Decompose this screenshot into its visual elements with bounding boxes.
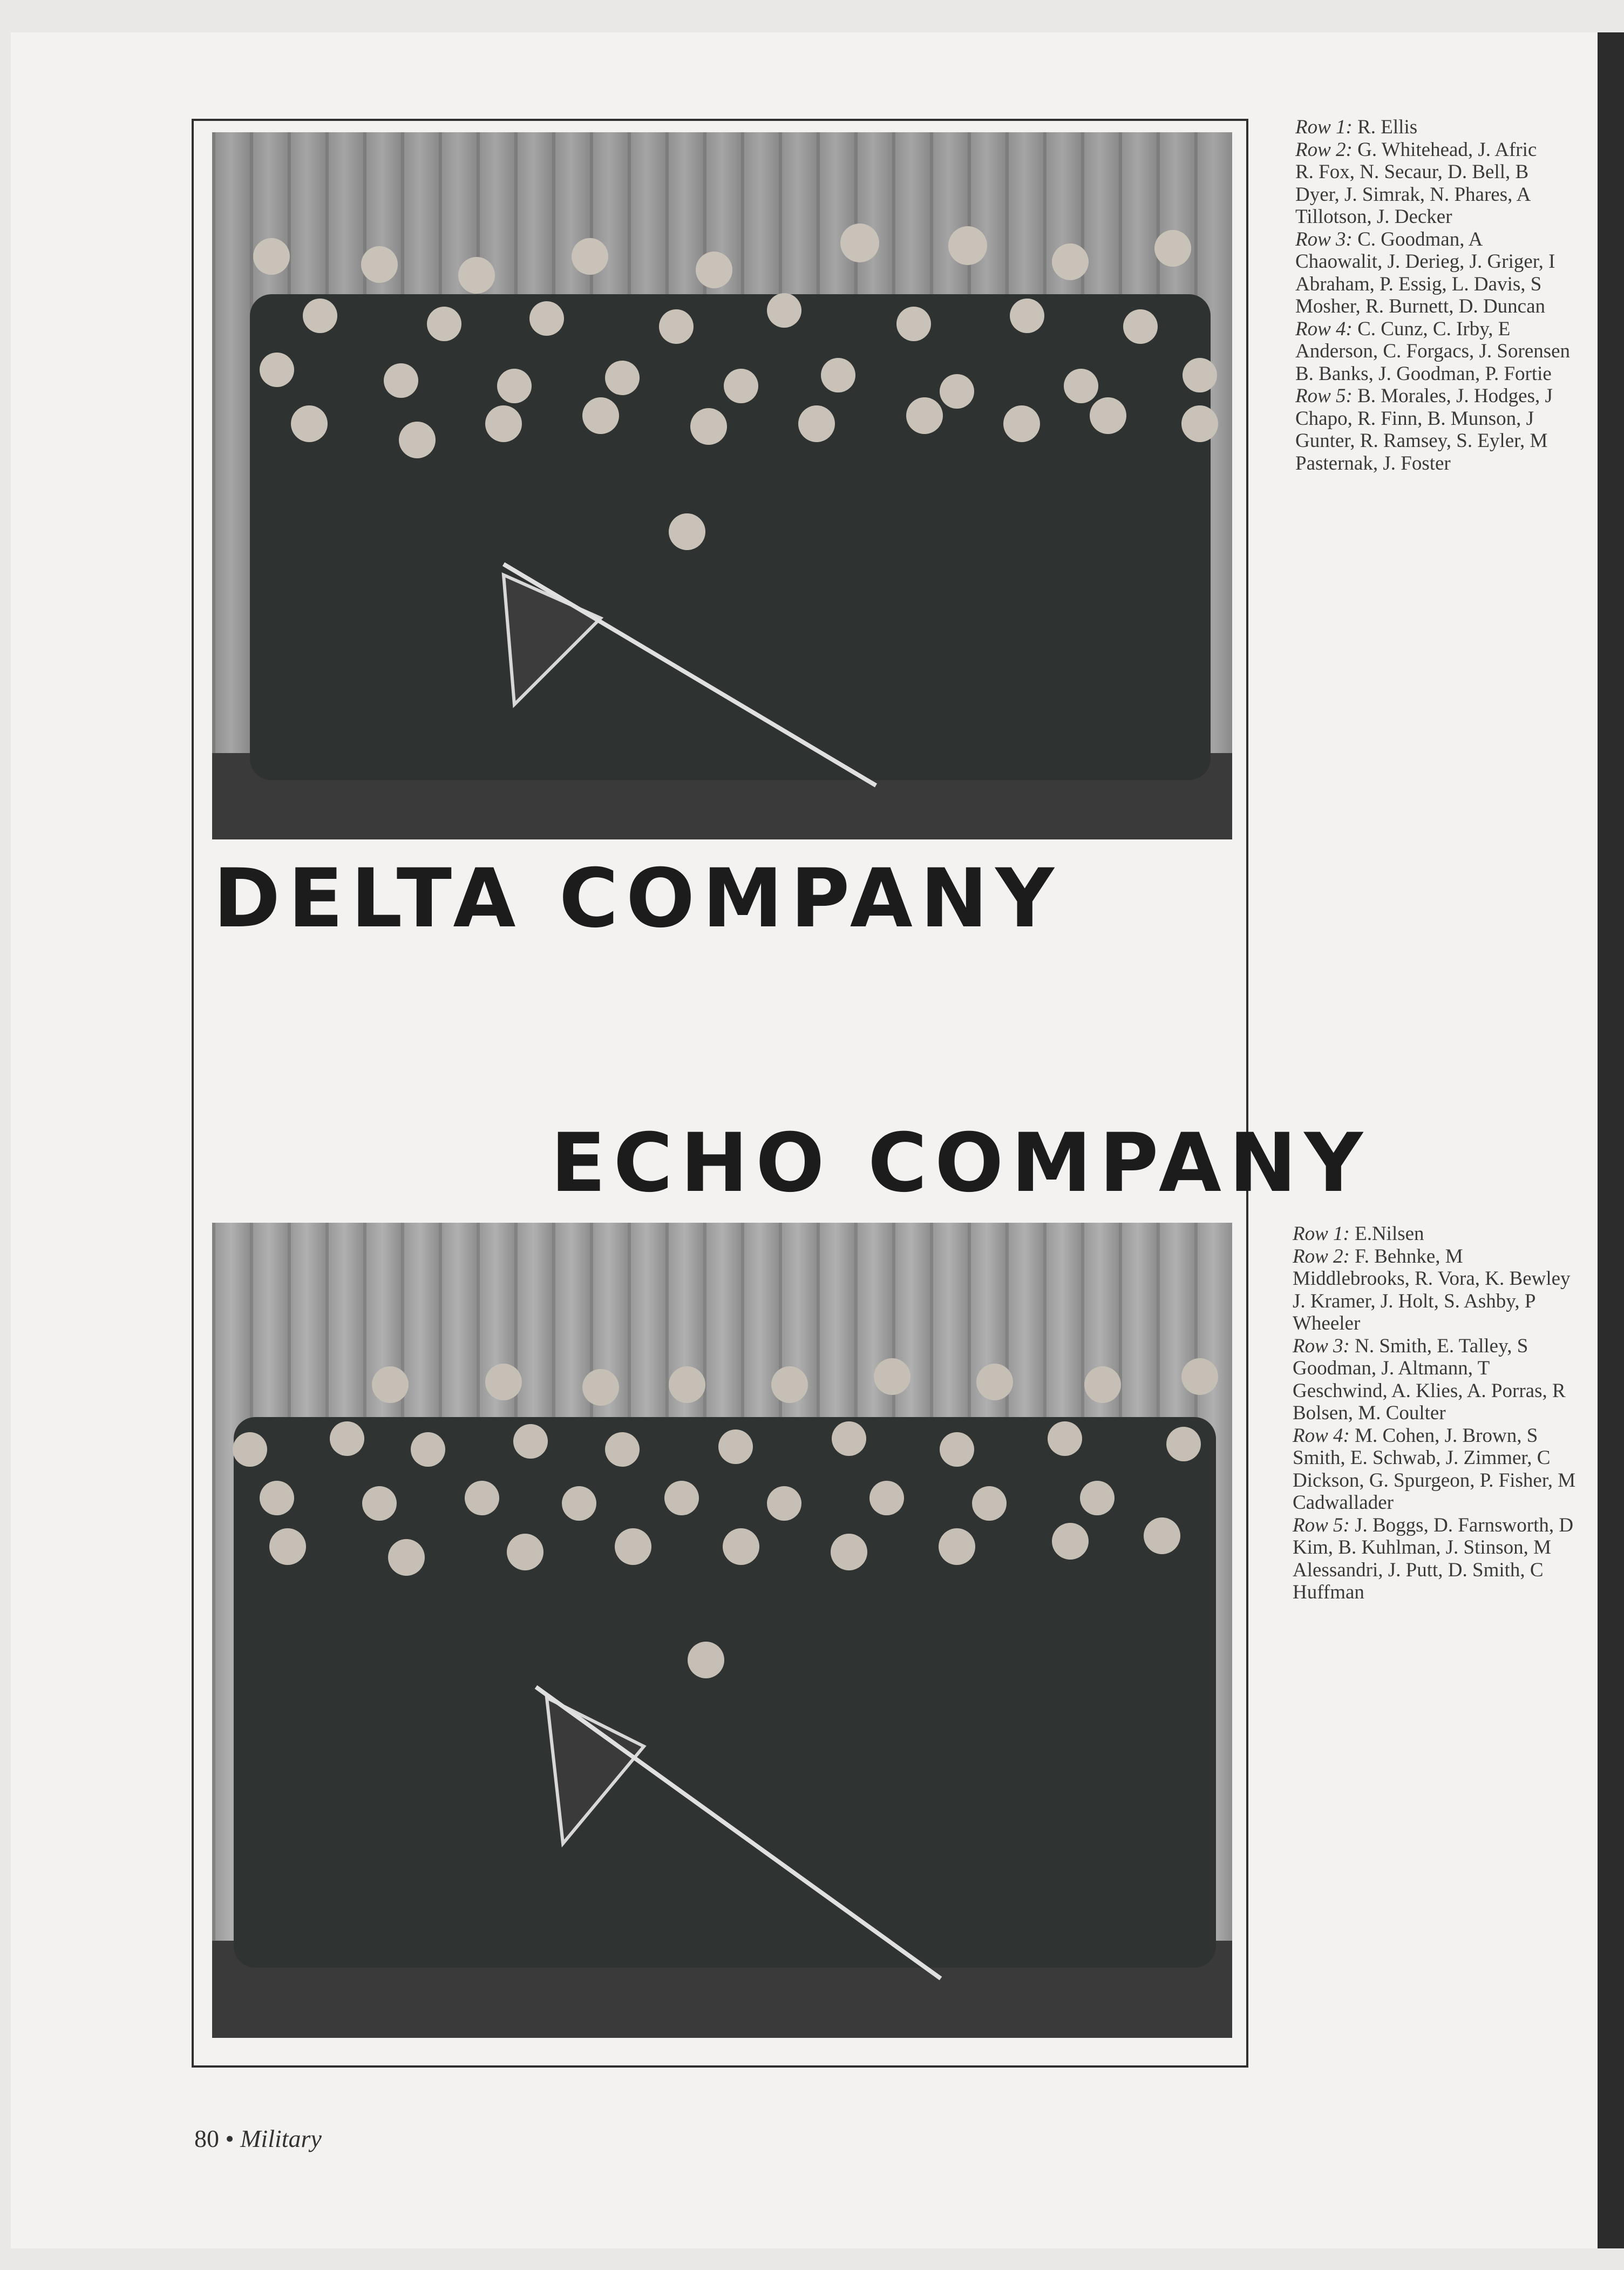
row-names: Mosher, R. Burnett, D. Duncan (1295, 295, 1546, 317)
caption-line (1293, 1312, 1624, 1335)
row-names: R. Ellis (1352, 116, 1418, 138)
caption-line (1293, 1245, 1624, 1268)
caption-line (1293, 1469, 1624, 1492)
row-names: Kim, B. Kuhlman, J. Stinson, M (1293, 1536, 1551, 1558)
caption-line (1295, 250, 1624, 273)
caption-line (1295, 385, 1624, 408)
caption-line (1293, 1357, 1624, 1380)
row-names: Cadwallader (1293, 1492, 1394, 1514)
section-name: Military (240, 2125, 322, 2152)
caption-line (1293, 1581, 1624, 1604)
caption-line (1295, 139, 1624, 161)
row-names: Dyer, J. Simrak, N. Phares, A (1295, 183, 1531, 206)
caption-line (1295, 184, 1624, 206)
delta-company-photo (212, 132, 1232, 839)
row-names: F. Behnke, M (1349, 1245, 1463, 1268)
caption-line (1293, 1514, 1624, 1537)
row-names: J. Boggs, D. Farnsworth, D (1349, 1514, 1574, 1536)
delta-roster-caption (1295, 116, 1624, 475)
delta-company-title: DELTA COMPANY (213, 852, 1062, 946)
row-names: M. Cohen, J. Brown, S (1349, 1424, 1538, 1447)
row-names: Tillotson, J. Decker (1295, 206, 1452, 228)
row-label: Row 5: (1293, 1514, 1350, 1536)
row-label: Row 3: (1295, 228, 1353, 250)
row-names: C. Goodman, A (1352, 228, 1483, 250)
row-names: C. Cunz, C. Irby, E (1352, 317, 1511, 340)
row-names: Anderson, C. Forgacs, J. Sorensen (1295, 340, 1571, 362)
caption-line (1293, 1447, 1624, 1469)
caption-line (1295, 318, 1624, 341)
row-names: Dickson, G. Spurgeon, P. Fisher, M (1293, 1469, 1576, 1492)
footer-separator: • (225, 2125, 234, 2152)
caption-line (1293, 1536, 1624, 1559)
row-names: N. Smith, E. Talley, S (1349, 1334, 1528, 1357)
caption-line (1295, 430, 1624, 452)
row-label: Row 3: (1293, 1334, 1350, 1357)
echo-company-photo (212, 1223, 1232, 2038)
row-names: Smith, E. Schwab, J. Zimmer, C (1293, 1447, 1551, 1469)
caption-line (1293, 1402, 1624, 1425)
caption-line (1293, 1335, 1624, 1358)
row-label: Row 2: (1293, 1245, 1350, 1268)
caption-line (1295, 408, 1624, 430)
row-label: Row 2: (1295, 138, 1353, 161)
row-names: Wheeler (1293, 1312, 1361, 1334)
caption-line (1295, 116, 1624, 139)
caption-line (1295, 340, 1624, 363)
page-footer (194, 2124, 322, 2153)
row-label: Row 1: (1295, 116, 1353, 138)
row-label: Row 4: (1293, 1424, 1350, 1447)
row-label: Row 1: (1293, 1223, 1350, 1245)
row-names: Chapo, R. Finn, B. Munson, J (1295, 407, 1534, 430)
row-names: Chaowalit, J. Derieg, J. Griger, I (1295, 250, 1555, 273)
row-names: Goodman, J. Altmann, T (1293, 1357, 1490, 1379)
row-names: E.Nilsen (1349, 1223, 1424, 1245)
row-names: R. Fox, N. Secaur, D. Bell, B (1295, 161, 1529, 183)
caption-line (1295, 273, 1624, 296)
row-names: G. Whitehead, J. Afric (1352, 138, 1537, 161)
row-names: Gunter, R. Ramsey, S. Eyler, M (1295, 430, 1548, 452)
caption-line (1293, 1559, 1624, 1582)
caption-line (1293, 1492, 1624, 1514)
caption-line (1293, 1223, 1624, 1245)
caption-line (1293, 1380, 1624, 1402)
row-label: Row 4: (1295, 317, 1353, 340)
row-names: Abraham, P. Essig, L. Davis, S (1295, 273, 1542, 295)
row-names: B. Banks, J. Goodman, P. Fortie (1295, 362, 1552, 385)
caption-line (1295, 228, 1624, 251)
row-names: Alessandri, J. Putt, D. Smith, C (1293, 1558, 1544, 1581)
caption-line (1293, 1268, 1624, 1290)
row-names: Middlebrooks, R. Vora, K. Bewley (1293, 1268, 1571, 1290)
caption-line (1293, 1290, 1624, 1313)
echo-roster-caption (1293, 1223, 1624, 1604)
row-names: J. Kramer, J. Holt, S. Ashby, P (1293, 1290, 1536, 1312)
caption-line (1295, 161, 1624, 184)
caption-line (1295, 206, 1624, 228)
row-names: Geschwind, A. Klies, A. Porras, R (1293, 1379, 1566, 1402)
caption-line (1293, 1425, 1624, 1447)
caption-line (1295, 295, 1624, 318)
row-names: Huffman (1293, 1581, 1364, 1603)
caption-line (1295, 452, 1624, 475)
caption-line (1295, 363, 1624, 385)
row-label: Row 5: (1295, 385, 1353, 407)
row-names: B. Morales, J. Hodges, J (1352, 385, 1553, 407)
row-names: Pasternak, J. Foster (1295, 452, 1451, 475)
echo-company-title: ECHO COMPANY (551, 1116, 1371, 1210)
row-names: Bolsen, M. Coulter (1293, 1402, 1446, 1424)
page-number: 80 (194, 2125, 219, 2152)
